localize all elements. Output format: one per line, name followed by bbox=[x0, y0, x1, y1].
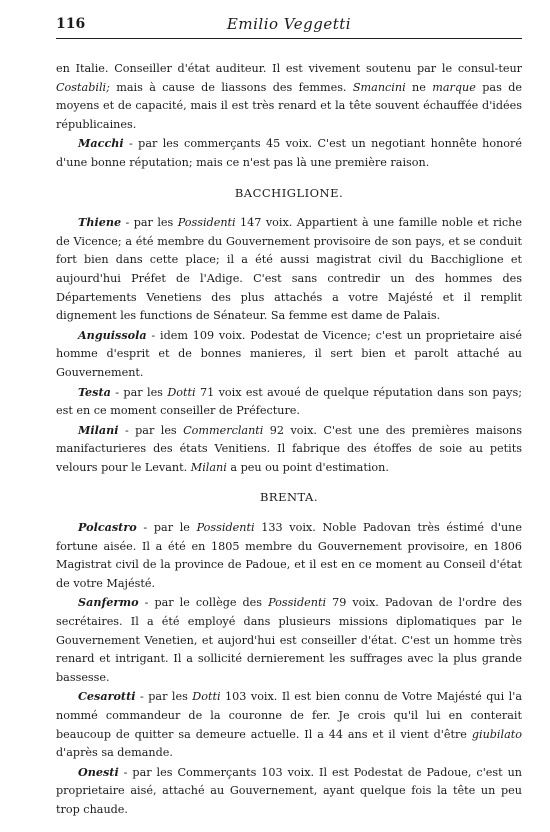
text: a peu ou point d'estimation. bbox=[226, 460, 389, 474]
text: ne bbox=[405, 80, 433, 94]
italic-word: Dotti bbox=[192, 690, 221, 704]
text: pas de moyens et de capacité, mais il est très renard et la tête souvent échauffée d'idées républicaines. bbox=[56, 80, 522, 131]
paragraph-anguissola bbox=[56, 326, 522, 383]
italic-name: Costabili; bbox=[56, 80, 110, 94]
text: 103 voix. Il est bien connu de Votre Majésté qui l'a nommé commandeur de la couronne de fer. Je crois qu'il lui en conterait beaucoup de quitter sa demeure actuelle. Il a 44 ans et il vient d'être bbox=[56, 690, 522, 741]
paragraph-onesti bbox=[56, 763, 522, 820]
italic-word: Possidenti bbox=[196, 521, 255, 535]
candidate-name: Macchi bbox=[78, 136, 124, 151]
candidate-name: Thiene bbox=[78, 215, 122, 230]
text: mais à cause de liassons des femmes. bbox=[109, 80, 353, 94]
italic-word: Dotti bbox=[167, 385, 196, 399]
text: - idem 109 voix. Podestat de Vicence; c'est un proprietaire aisé homme d'esprit et de bonnes manieres, il sert bien et parolt attaché au Gouvernement. bbox=[56, 328, 522, 379]
paragraph-cesarotti bbox=[56, 687, 522, 762]
text: - par le bbox=[136, 521, 197, 535]
candidate-name: Anguissola bbox=[78, 327, 147, 342]
text: - par les commerçants 45 voix. C'est un negotiant honnête honoré d'une bonne réputation; mais ce n'est pas là une première raison. bbox=[56, 137, 522, 169]
text: d'après sa demande. bbox=[56, 746, 173, 760]
candidate-name: Testa bbox=[78, 384, 111, 399]
section-heading-brenta: BRENTA. bbox=[259, 490, 319, 505]
italic-word: marque bbox=[432, 80, 476, 94]
text: - par les bbox=[135, 690, 193, 704]
text: 79 voix. Padovan de l'ordre des secrétaires. Il a été employé dans plusieurs missions diplomatiques par le Gouvernement Venetien, et aujord'hui est conseiller d'état. C'est un homme très renard et intrigant. Il a sollicité dernierement les suffrages avec la plus grande bassesse. bbox=[56, 596, 522, 684]
text: - par les Commerçants 103 voix. Il est Podestat de Padoue, c'est un proprietaire aisé, attaché au Gouvernement, ayant quelque fois la tête un peu trop chaude. bbox=[56, 765, 522, 816]
text: 92 voix. C'est une des premières maisons manifacturieres des états Venitiens. Il fabrique des étoffes de soie au petits velours pour le Levant. bbox=[56, 423, 522, 474]
paragraph-testa bbox=[56, 383, 522, 421]
italic-word: Possidenti bbox=[177, 216, 236, 230]
italic-name: Milani bbox=[190, 460, 227, 474]
text: - par les bbox=[110, 385, 168, 399]
text: en Italie. Conseiller d'état auditeur. Il est vivement soutenu par le consul-teur bbox=[56, 62, 522, 75]
paragraph-macchi bbox=[56, 134, 522, 172]
paragraph-milani bbox=[56, 421, 522, 478]
paragraph-thiene bbox=[56, 213, 522, 326]
candidate-name: Polcastro bbox=[78, 520, 137, 535]
text: - par les bbox=[121, 216, 178, 230]
running-title: Emilio Veggetti bbox=[226, 15, 352, 33]
italic-word: giubilato bbox=[471, 727, 522, 741]
italic-word: Commerclanti bbox=[183, 423, 264, 437]
page-number: 116 bbox=[56, 16, 86, 32]
text: - par les bbox=[118, 423, 184, 437]
paragraph-continuation bbox=[56, 60, 522, 134]
section-heading-bacchiglione: BACCHIGLIONE. bbox=[234, 185, 344, 200]
text: 147 voix. Appartient à une famille noble et riche de Vicence; a été membre du Gouvernement provisoire de son pays, et se conduit fort bien dans cette place; il a été aussi magistrat civil du Bacchiglione et aujourd'hui Préfet de l'Adige. C'est sans contredir un des hommes des Départements Venetiens des plus attachés a votre Majésté et il remplit dignement les functions de Sénateur. Sa femme est dame de Palais. bbox=[56, 216, 522, 323]
candidate-name: Milani bbox=[78, 422, 119, 437]
text: 133 voix. Noble Padovan très éstimé d'une fortune aisée. Il a été en 1805 membre du Gouvernement provisoire, en 1806 Magistrat civil de la province de Padoue, et il est en ce moment au Conseil d'état de votre Majésté. bbox=[56, 521, 522, 590]
text: - par le collège des bbox=[138, 596, 269, 610]
running-header bbox=[56, 14, 522, 39]
italic-word: Possidenti bbox=[268, 596, 327, 610]
text: 71 voix est avoué de quelque réputation dans son pays; est en ce moment conseiller de Préfecture. bbox=[56, 385, 522, 418]
paragraph-polcastro bbox=[56, 518, 522, 593]
page-body bbox=[56, 60, 522, 820]
candidate-name: Onesti bbox=[78, 764, 119, 779]
italic-name: Smancini bbox=[352, 80, 406, 94]
paragraph-sanfermo bbox=[56, 593, 522, 687]
candidate-name: Sanfermo bbox=[78, 595, 139, 610]
candidate-name: Cesarotti bbox=[78, 689, 136, 704]
